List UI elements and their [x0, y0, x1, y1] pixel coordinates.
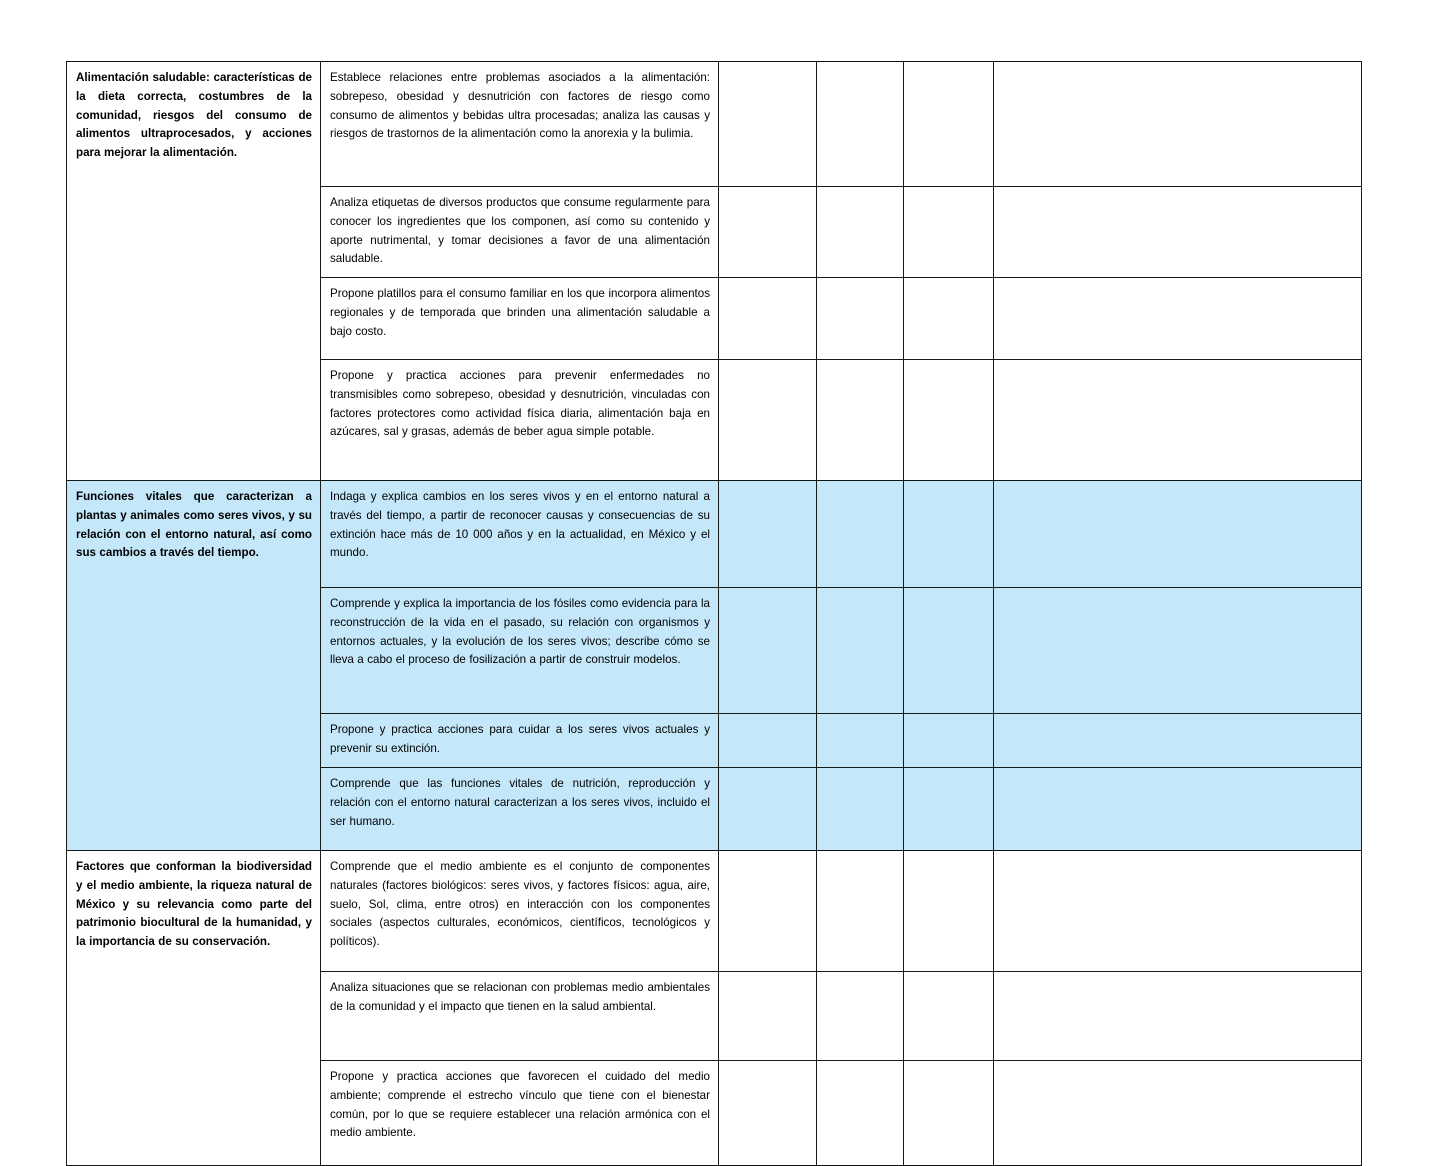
assessment-cell-mark3[interactable]	[904, 278, 994, 360]
assessment-cell-mark3[interactable]	[904, 187, 994, 278]
table-body	[67, 62, 1362, 1166]
learning-cell: Analiza situaciones que se relacionan con problemas medio ambientales de la comunidad y el impacto que tienen en la salud ambiental.	[321, 972, 719, 1061]
assessment-cell-mark3[interactable]	[904, 851, 994, 972]
assessment-cell-mark2[interactable]	[817, 768, 904, 851]
assessment-cell-mark1[interactable]	[719, 187, 817, 278]
assessment-cell-mark2[interactable]	[817, 278, 904, 360]
observations-cell[interactable]	[994, 62, 1362, 187]
observations-cell[interactable]	[994, 714, 1362, 768]
assessment-cell-mark2[interactable]	[817, 481, 904, 588]
observations-cell[interactable]	[994, 972, 1362, 1061]
observations-cell[interactable]	[994, 588, 1362, 714]
learning-cell: Propone y practica acciones que favorecen el cuidado del medio ambiente; comprende el estrecho vínculo que tiene con el bienestar común, por lo que se requiere establecer una relación armónica con el medio ambiente.	[321, 1061, 719, 1166]
curriculum-table	[66, 61, 1362, 1166]
topic-cell-alimentacion-saludable: Alimentación saludable: características de la dieta correcta, costumbres de la comunidad, riesgos del consumo de alimentos ultraprocesados, y acciones para mejorar la alimentación.	[67, 62, 321, 481]
observations-cell[interactable]	[994, 360, 1362, 481]
table-row	[67, 481, 1362, 588]
table-row	[67, 851, 1362, 972]
table-row	[67, 62, 1362, 187]
assessment-cell-mark2[interactable]	[817, 851, 904, 972]
observations-cell[interactable]	[994, 278, 1362, 360]
observations-cell[interactable]	[994, 768, 1362, 851]
assessment-cell-mark1[interactable]	[719, 481, 817, 588]
assessment-cell-mark3[interactable]	[904, 972, 994, 1061]
assessment-cell-mark1[interactable]	[719, 278, 817, 360]
observations-cell[interactable]	[994, 1061, 1362, 1166]
assessment-cell-mark3[interactable]	[904, 714, 994, 768]
curriculum-table-wrapper	[66, 61, 1361, 1166]
assessment-cell-mark1[interactable]	[719, 1061, 817, 1166]
assessment-cell-mark2[interactable]	[817, 360, 904, 481]
topic-cell-biodiversidad-medio-ambiente: Factores que conforman la biodiversidad y el medio ambiente, la riqueza natural de México y su relevancia como parte del patrimonio biocultural de la humanidad, y la importancia de su conservación.	[67, 851, 321, 1166]
assessment-cell-mark1[interactable]	[719, 62, 817, 187]
assessment-cell-mark2[interactable]	[817, 588, 904, 714]
assessment-cell-mark2[interactable]	[817, 972, 904, 1061]
assessment-cell-mark1[interactable]	[719, 360, 817, 481]
assessment-cell-mark3[interactable]	[904, 768, 994, 851]
assessment-cell-mark3[interactable]	[904, 481, 994, 588]
assessment-cell-mark3[interactable]	[904, 360, 994, 481]
observations-cell[interactable]	[994, 851, 1362, 972]
topic-cell-funciones-vitales: Funciones vitales que caracterizan a plantas y animales como seres vivos, y su relación con el entorno natural, así como sus cambios a través del tiempo.	[67, 481, 321, 851]
learning-cell: Comprende y explica la importancia de los fósiles como evidencia para la reconstrucción de la vida en el pasado, su relación con organismos y entornos actuales, y la evolución de los seres vivos; describe cómo se lleva a cabo el proceso de fosilización a partir de construir modelos.	[321, 588, 719, 714]
learning-cell: Propone y practica acciones para prevenir enfermedades no transmisibles como sobrepeso, obesidad y desnutrición, vinculadas con factores protectores como actividad física diaria, alimentación baja en azúcares, sal y grasas, además de beber agua simple potable.	[321, 360, 719, 481]
assessment-cell-mark1[interactable]	[719, 714, 817, 768]
learning-cell: Analiza etiquetas de diversos productos que consume regularmente para conocer los ingredientes que los componen, así como su contenido y aporte nutrimental, y tomar decisiones a favor de una alimentación saludable.	[321, 187, 719, 278]
assessment-cell-mark2[interactable]	[817, 1061, 904, 1166]
learning-cell: Propone platillos para el consumo familiar en los que incorpora alimentos regionales y de temporada que brinden una alimentación saludable a bajo costo.	[321, 278, 719, 360]
assessment-cell-mark2[interactable]	[817, 714, 904, 768]
learning-cell: Propone y practica acciones para cuidar a los seres vivos actuales y prevenir su extinción.	[321, 714, 719, 768]
learning-cell: Indaga y explica cambios en los seres vivos y en el entorno natural a través del tiempo, a partir de reconocer causas y consecuencias de su extinción hace más de 10 000 años y en la actualidad, en México y el mundo.	[321, 481, 719, 588]
assessment-cell-mark3[interactable]	[904, 1061, 994, 1166]
learning-cell: Comprende que las funciones vitales de nutrición, reproducción y relación con el entorno natural caracterizan a los seres vivos, incluido el ser humano.	[321, 768, 719, 851]
assessment-cell-mark1[interactable]	[719, 588, 817, 714]
learning-cell: Establece relaciones entre problemas asociados a la alimentación: sobrepeso, obesidad y desnutrición con factores de riesgo como consumo de alimentos y bebidas ultra procesadas; analiza las causas y riesgos de trastornos de la alimentación como la anorexia y la bulimia.	[321, 62, 719, 187]
assessment-cell-mark2[interactable]	[817, 187, 904, 278]
assessment-cell-mark1[interactable]	[719, 768, 817, 851]
learning-cell: Comprende que el medio ambiente es el conjunto de componentes naturales (factores biológicos: seres vivos, y factores físicos: agua, aire, suelo, Sol, clima, entre otros) en interacción con los componentes sociales (aspectos culturales, económicos, científicos, tecnológicos y políticos).	[321, 851, 719, 972]
observations-cell[interactable]	[994, 187, 1362, 278]
observations-cell[interactable]	[994, 481, 1362, 588]
assessment-cell-mark3[interactable]	[904, 588, 994, 714]
assessment-cell-mark2[interactable]	[817, 62, 904, 187]
assessment-cell-mark3[interactable]	[904, 62, 994, 187]
assessment-cell-mark1[interactable]	[719, 972, 817, 1061]
assessment-cell-mark1[interactable]	[719, 851, 817, 972]
